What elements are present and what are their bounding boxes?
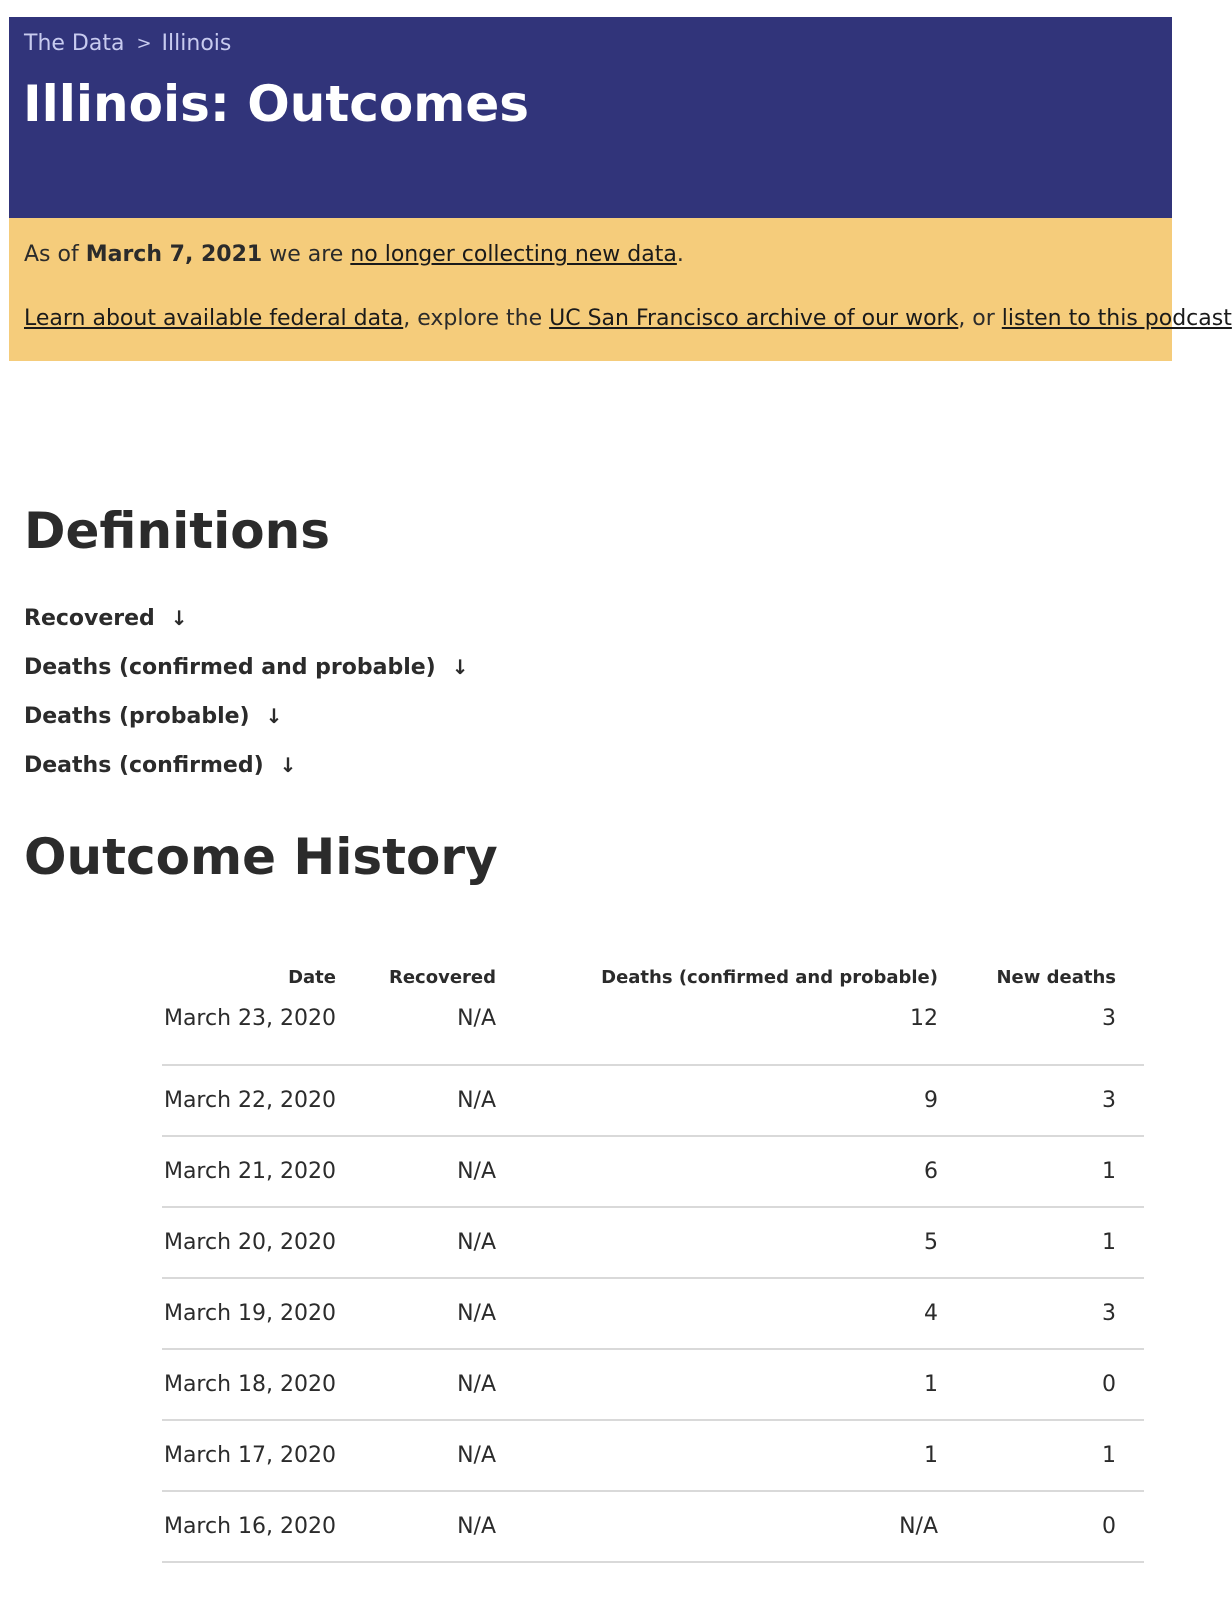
- cell-recovered: N/A: [336, 1136, 496, 1207]
- arrow-down-icon: ↓: [170, 606, 188, 630]
- definitions-list: [24, 606, 469, 802]
- table-row: [162, 994, 1144, 1065]
- cell-new-deaths: 3: [938, 994, 1144, 1065]
- cell-new-deaths: 1: [938, 1136, 1144, 1207]
- cell-new-deaths: 3: [938, 1065, 1144, 1136]
- breadcrumb-link-illinois[interactable]: Illinois: [161, 31, 232, 56]
- cell-recovered: N/A: [336, 1207, 496, 1278]
- notice-explore-text: , explore the: [403, 306, 550, 331]
- definition-label: Deaths (probable): [24, 704, 250, 729]
- definition-deaths-confirmed[interactable]: [24, 753, 469, 802]
- cell-date: March 17, 2020: [162, 1420, 336, 1491]
- definition-recovered[interactable]: [24, 606, 469, 655]
- table-row: [162, 1420, 1144, 1491]
- table-row: [162, 1207, 1144, 1278]
- notice-date: March 7, 2021: [85, 242, 263, 267]
- table-header-row: [162, 964, 1144, 994]
- cell-recovered: N/A: [336, 1065, 496, 1136]
- cell-deaths: 5: [496, 1207, 938, 1278]
- definition-label: Deaths (confirmed and probable): [24, 655, 436, 680]
- cell-recovered: N/A: [336, 1420, 496, 1491]
- table-row: [162, 1065, 1144, 1136]
- column-header-date: Date: [288, 966, 336, 988]
- definition-deaths-confirmed-and-probable[interactable]: [24, 655, 469, 704]
- cell-deaths: 12: [496, 994, 938, 1065]
- cell-recovered: N/A: [336, 994, 496, 1065]
- arrow-down-icon: ↓: [265, 704, 283, 728]
- outcome-history-table: [162, 964, 1144, 1563]
- podcast-link[interactable]: listen to this podcast: [1001, 306, 1232, 331]
- column-header-recovered: Recovered: [388, 966, 496, 988]
- cell-date: March 18, 2020: [162, 1349, 336, 1420]
- cell-recovered: N/A: [336, 1349, 496, 1420]
- cell-deaths: 1: [496, 1420, 938, 1491]
- cell-new-deaths: 0: [938, 1349, 1144, 1420]
- cell-date: March 22, 2020: [162, 1065, 336, 1136]
- cell-new-deaths: 1: [938, 1207, 1144, 1278]
- outcome-history-heading: Outcome History: [24, 828, 498, 886]
- breadcrumb: [24, 31, 231, 56]
- cell-deaths: 9: [496, 1065, 938, 1136]
- notice-prefix: As of: [24, 242, 86, 267]
- cell-deaths: 6: [496, 1136, 938, 1207]
- definition-deaths-probable[interactable]: [24, 704, 469, 753]
- page-header: [9, 17, 1172, 218]
- table-row: [162, 1136, 1144, 1207]
- table-row: [162, 1278, 1144, 1349]
- cell-recovered: N/A: [336, 1491, 496, 1562]
- notice-middle: we are: [262, 242, 351, 267]
- notice-or-text: , or: [958, 306, 1002, 331]
- ucsf-archive-link[interactable]: UC San Francisco archive of our work: [549, 306, 959, 331]
- column-header-deaths: Deaths (confirmed and probable): [601, 966, 938, 988]
- cell-date: March 21, 2020: [162, 1136, 336, 1207]
- arrow-down-icon: ↓: [451, 655, 469, 679]
- chevron-right-icon: >: [136, 33, 152, 54]
- cell-deaths: N/A: [496, 1491, 938, 1562]
- cell-date: March 19, 2020: [162, 1278, 336, 1349]
- table-row: [162, 1349, 1144, 1420]
- arrow-down-icon: ↓: [279, 753, 297, 777]
- cell-new-deaths: 1: [938, 1420, 1144, 1491]
- breadcrumb-link-the-data[interactable]: The Data: [24, 31, 125, 56]
- definition-label: Recovered: [24, 606, 155, 631]
- no-longer-collecting-link[interactable]: no longer collecting new data: [350, 242, 677, 267]
- cell-date: March 23, 2020: [162, 994, 336, 1065]
- notice-line-1: [24, 242, 684, 267]
- cell-deaths: 4: [496, 1278, 938, 1349]
- definition-label: Deaths (confirmed): [24, 753, 264, 778]
- cell-date: March 16, 2020: [162, 1491, 336, 1562]
- cell-new-deaths: 3: [938, 1278, 1144, 1349]
- cell-recovered: N/A: [336, 1278, 496, 1349]
- notice-end: .: [676, 242, 684, 267]
- federal-data-link[interactable]: Learn about available federal data: [24, 306, 404, 331]
- cell-date: March 20, 2020: [162, 1207, 336, 1278]
- table-row: [162, 1491, 1144, 1562]
- notice-banner: [9, 218, 1232, 361]
- column-header-new-deaths: New deaths: [996, 966, 1116, 988]
- cell-deaths: 1: [496, 1349, 938, 1420]
- cell-new-deaths: 0: [938, 1491, 1144, 1562]
- notice-line-2: [24, 306, 1232, 331]
- definitions-heading: Definitions: [24, 502, 330, 560]
- page-title: Illinois: Outcomes: [23, 75, 530, 133]
